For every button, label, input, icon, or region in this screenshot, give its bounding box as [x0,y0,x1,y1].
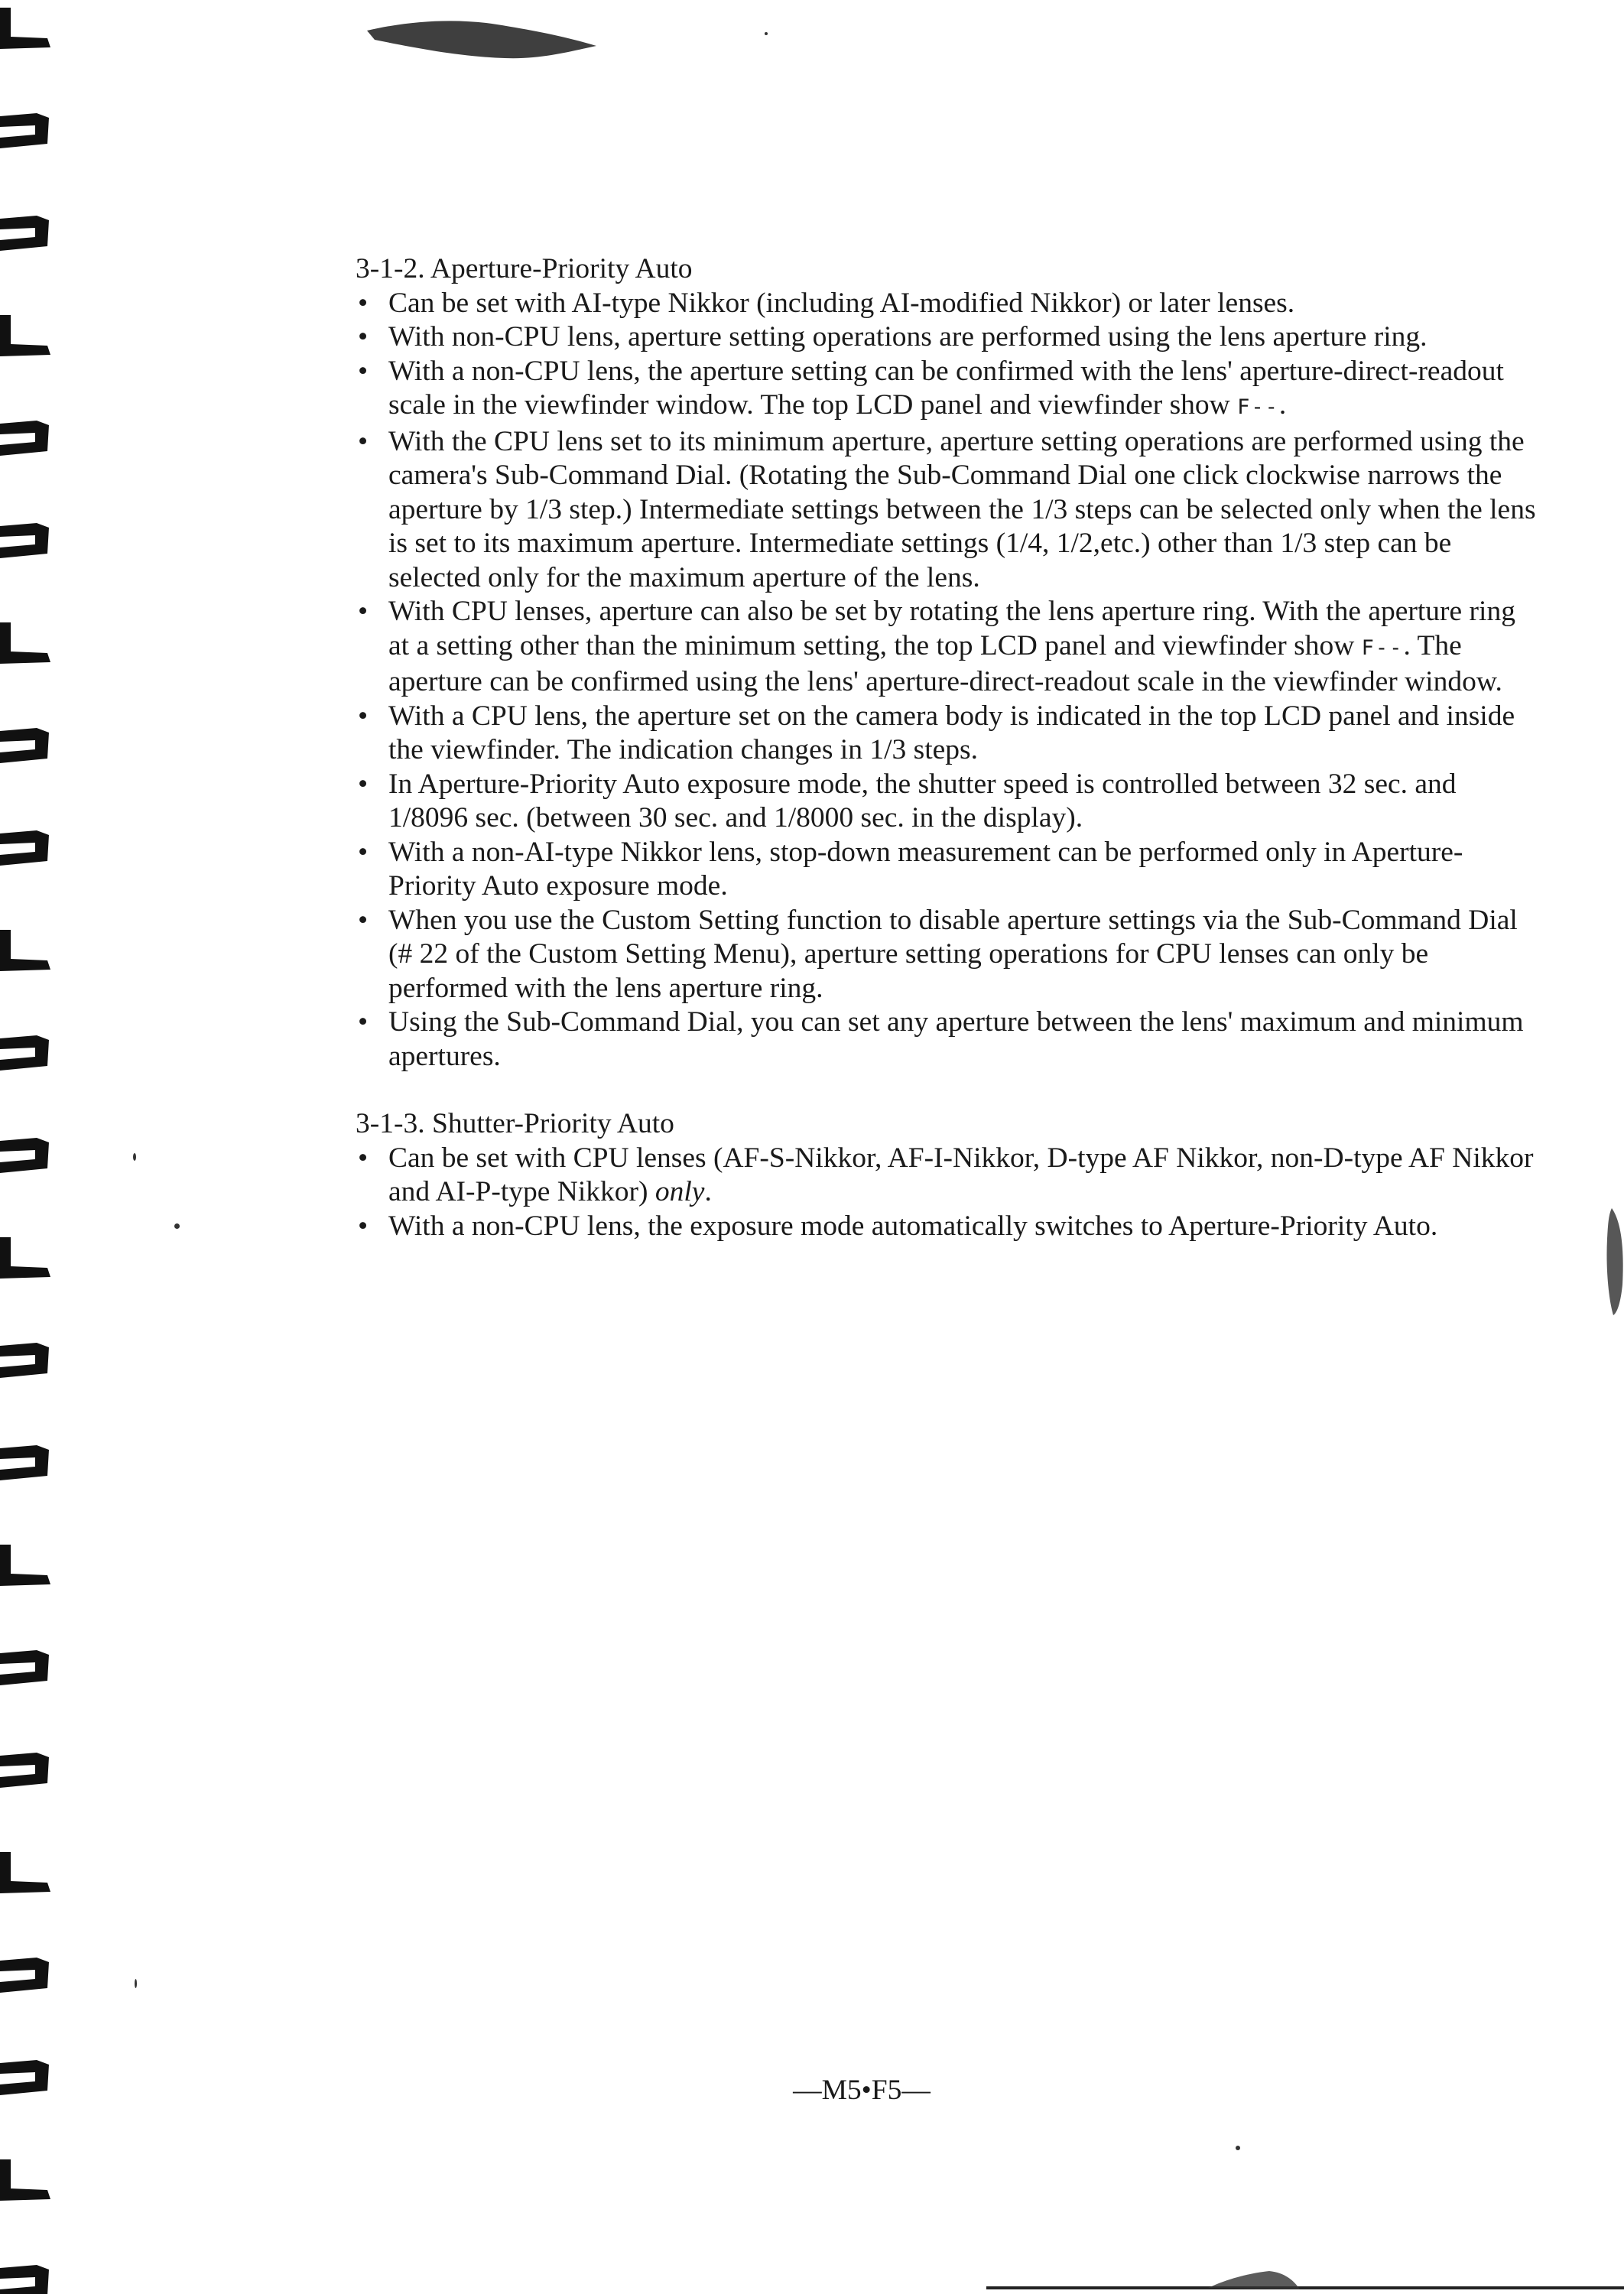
emphasis-text: only [654,1176,705,1207]
binding-ring [0,1237,50,1279]
binding-ring [0,1545,50,1586]
binding-rings-graphic [0,0,61,2294]
bullet-item: • With non-CPU lens, aperture setting operations are performed using the lens aperture ring. [356,320,1537,355]
binding-ring [0,421,49,456]
binding-ring [0,1035,49,1071]
binding-ring [0,1650,49,1685]
binding-ring [0,523,49,558]
binding-ring [0,315,50,356]
binding-ring [0,1852,50,1893]
bullet-item: • In Aperture-Priority Auto exposure mode, the shutter speed is controlled between 32 sec. and 1/8096 sec. (between 30 sec. and 1/8000 sec. in the display). [356,768,1537,836]
bottom-smudge-mark [1208,2270,1300,2291]
bullet-item: • With the CPU lens set to its minimum aperture, aperture setting operations are performed using the camera's Sub-Command Dial. (Rotating the Sub-Command Dial one click clockwise narrows the aperture by 1/3 step.) Intermediate settings between the 1/3 steps can be selected only when the lens is set to its maximum aperture. Intermediate settings (1/4, 1/2,etc.) other than 1/3 step can be selected only for the maximum aperture of the lens. [356,425,1537,596]
binding-ring [0,1138,49,1173]
binding-ring [0,1753,49,1788]
speck [133,1153,136,1161]
binding-ring [0,1343,49,1378]
page-footer: —M5•F5— [793,2075,931,2106]
bullet-text: With CPU lenses, aperture can also be set by rotating the lens aperture ring. With the aperture ring at a setting other than the minimum setting, the top LCD panel and viewfinder show [388,596,1515,661]
bullet-item [356,355,1537,425]
bullet-item [356,1142,1537,1210]
document-body [356,252,1537,1243]
bottom-edge-rule [986,2286,1624,2289]
binding-ring [0,830,49,866]
bullet-text: . The aperture can be confirmed using the lens' aperture-direct-readout scale in the viewfinder window. [388,629,1502,697]
bullet-item: • When you use the Custom Setting function to disable aperture settings via the Sub-Command Dial (# 22 of the Custom Setting Menu), aperture setting operations for CPU lenses can only be performed with the lens aperture ring. [356,904,1537,1006]
bullet-item: • With a CPU lens, the aperture set on the camera body is indicated in the top LCD panel and inside the viewfinder. The indication changes in 1/3 steps. [356,700,1537,768]
lcd-indicator: F-- [1361,635,1404,660]
bullet-text: . [1278,389,1287,421]
bullet-item: • Using the Sub-Command Dial, you can set any aperture between the lens' maximum and minimum apertures. [356,1006,1537,1074]
binding-ring [0,728,49,763]
bullet-list [356,1142,1537,1244]
binding-ring [0,1958,49,1993]
bullet-text: With a non-CPU lens, the aperture setting can be confirmed with the lens' aperture-direct-readout scale in the viewfinder window. The top LCD panel and viewfinder show [388,355,1504,421]
binding-ring [0,2265,49,2294]
section-gap [356,1074,1537,1107]
binding-ring [0,1445,49,1480]
speck [135,1979,137,1988]
speck [1236,2146,1240,2150]
bullet-list [356,287,1537,1074]
section-heading: 3-1-2. Aperture-Priority Auto [356,253,693,284]
binding-ring [0,8,50,49]
speck [765,32,768,35]
speck [174,1223,180,1229]
section-heading: 3-1-3. Shutter-Priority Auto [356,1108,674,1139]
spiral-binding [0,0,61,2294]
bullet-text: Can be set with CPU lenses (AF-S-Nikkor, AF-I-Nikkor, D-type AF Nikkor, non-D-type AF Nikkor and AI-P-type Nikkor) [388,1142,1534,1207]
right-edge-mark [1596,1208,1624,1315]
bullet-item: • Can be set with AI-type Nikkor (including AI-modified Nikkor) or later lenses. [356,287,1537,321]
binding-ring [0,113,49,148]
bullet-item: • With a non-CPU lens, the exposure mode automatically switches to Aperture-Priority Auto. [356,1210,1537,1244]
binding-ring [0,2159,50,2201]
bullet-item [356,595,1537,700]
binding-ring [0,216,49,251]
binding-ring [0,930,50,971]
lcd-indicator: F-- [1237,395,1279,419]
bullet-text: . [704,1176,712,1207]
binding-ring [0,622,50,664]
top-smudge-mark [367,17,612,63]
bullet-item: • With a non-AI-type Nikkor lens, stop-down measurement can be performed only in Aperture-Priority Auto exposure mode. [356,836,1537,904]
